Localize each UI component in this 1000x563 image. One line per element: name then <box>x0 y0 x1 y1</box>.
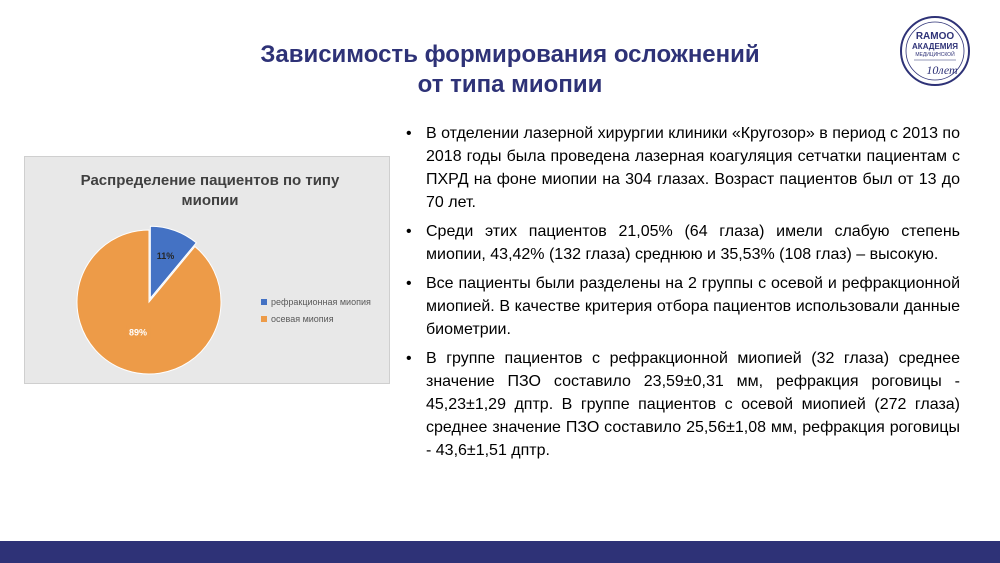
footer-bar <box>0 541 1000 563</box>
chart-title: Распределение пациентов по типу миопии <box>80 172 340 209</box>
bullet-item: • В отделении лазерной хирургии клиники «Кругозор» в период с 2013 по 2018 годы была проведена лазерная коагуляция сетчатки пациентам с ПХРД на фоне миопии на 304 глазах. Возраст пациентов был от 13 до 70 лет. <box>404 122 960 214</box>
bullet-item: • В группе пациентов с рефракционной миопией (32 глаза) среднее значение ПЗО составило 23,59±0,31 мм, рефракция роговицы - 45,23±1,29 дптр. В группе пациентов с осевой миопией (272 глаза) среднее значение ПЗО составило 25,56±1,08 мм, рефракция роговицы - 43,6±1,51 дптр. <box>404 347 960 462</box>
legend-label-refractive: рефракционная миопия <box>271 296 371 307</box>
slide-title-line-1: Зависимость формирования осложнений <box>260 41 760 68</box>
legend-swatch-refractive <box>261 299 267 305</box>
logo-text-mid: АКАДЕМИЯ <box>912 42 958 51</box>
bullet-item: • Среди этих пациентов 21,05% (64 глаза) имели слабую степень миопии, 43,42% (132 глаза) среднюю и 35,53% (108 глаз) – высокую. <box>404 220 960 266</box>
chart-legend <box>261 293 371 327</box>
logo-text-script: 10лет <box>926 63 958 77</box>
slide-title-line-2: от типа миопии <box>417 71 603 98</box>
academy-seal-icon <box>898 14 972 88</box>
slide-title <box>180 40 840 100</box>
pie-slice-axial <box>77 230 221 374</box>
logo-text-top: RAMOO <box>915 31 955 42</box>
legend-swatch-axial <box>261 316 267 322</box>
legend-item-refractive <box>261 293 371 310</box>
logo-text-small: МЕДИЦИНСКОЙ <box>915 52 955 58</box>
pie-label-axial: 89% <box>129 327 148 338</box>
legend-label-axial: осевая миопия <box>271 313 334 324</box>
pie-chart <box>24 156 390 384</box>
legend-item-axial <box>261 310 371 327</box>
pie-label-refractive: 11% <box>156 251 175 262</box>
pie-chart-svg <box>25 157 389 383</box>
bullet-list <box>404 122 960 468</box>
bullet-item: • Все пациенты были разделены на 2 группы с осевой и рефракционной миопией. В качестве критерия отбора пациентов использовали данные биометрии. <box>404 272 960 341</box>
